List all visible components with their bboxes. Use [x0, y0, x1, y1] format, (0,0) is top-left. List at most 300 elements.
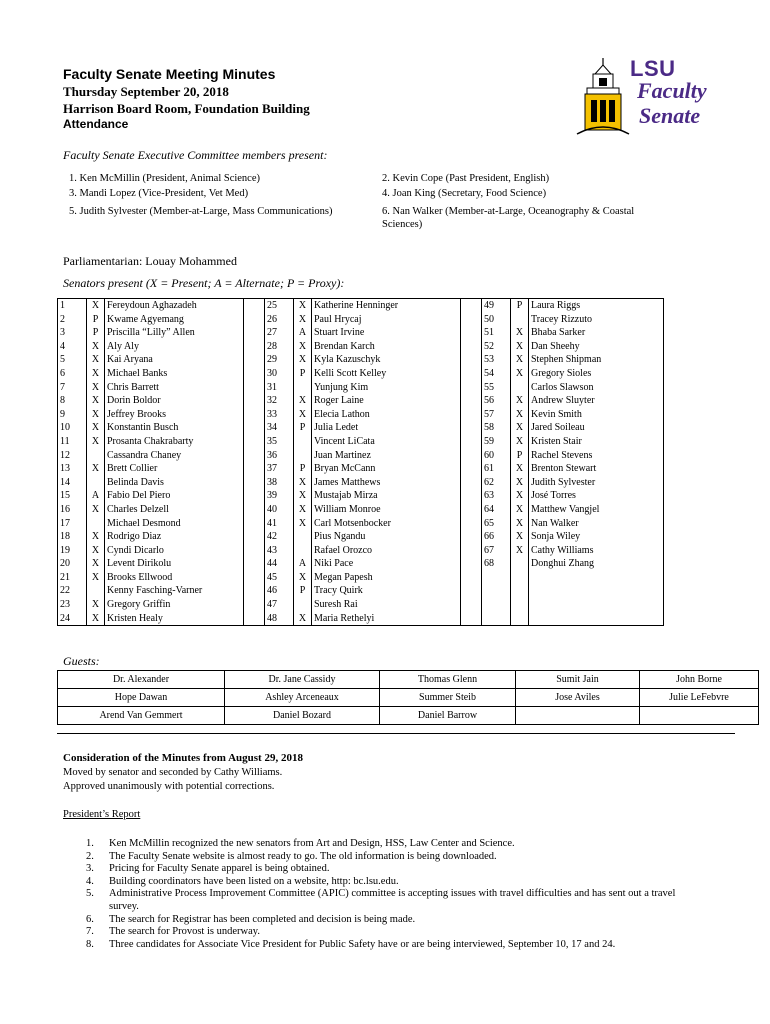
senator-status: X — [294, 313, 312, 327]
senator-name: Donghui Zhang — [529, 557, 664, 571]
guest-name: Daniel Barrow — [380, 707, 516, 725]
guest-name — [640, 707, 759, 725]
senator-name: Kelli Scott Kelley — [312, 367, 461, 381]
column-gap — [461, 381, 482, 395]
senator-row — [58, 544, 664, 558]
senator-status: X — [294, 353, 312, 367]
senator-status: A — [294, 326, 312, 340]
senator-name: Tracey Rizzuto — [529, 313, 664, 327]
section-divider — [57, 733, 735, 734]
senator-row — [58, 557, 664, 571]
senator-number: 34 — [265, 421, 294, 435]
column-gap — [461, 612, 482, 626]
senator-name: Cyndi Dicarlo — [105, 544, 244, 558]
minutes-heading: Consideration of the Minutes from August 29, 2018 — [63, 752, 303, 764]
senator-name — [529, 612, 664, 626]
guest-name: Ashley Arceneaux — [225, 689, 380, 707]
senator-name: Carlos Slawson — [529, 381, 664, 395]
senator-number: 66 — [482, 530, 511, 544]
senator-status: X — [511, 421, 529, 435]
column-gap — [461, 503, 482, 517]
senator-name: Tracy Quirk — [312, 584, 461, 598]
senator-number: 68 — [482, 557, 511, 571]
senator-name: Bhaba Sarker — [529, 326, 664, 340]
senator-name: Kristen Stair — [529, 435, 664, 449]
senator-status: A — [87, 489, 105, 503]
senator-row — [58, 408, 664, 422]
column-gap — [244, 313, 265, 327]
report-item-number: 7. — [86, 926, 94, 938]
senator-name: Gregory Sioles — [529, 367, 664, 381]
senator-name: Michael Desmond — [105, 517, 244, 531]
senator-number: 57 — [482, 408, 511, 422]
senator-number: 55 — [482, 381, 511, 395]
senator-number: 24 — [58, 612, 87, 626]
senator-number: 52 — [482, 340, 511, 354]
senator-row — [58, 313, 664, 327]
senator-status — [294, 435, 312, 449]
column-gap — [461, 517, 482, 531]
senators-heading: Senators present (X = Present; A = Alternate; P = Proxy): — [63, 276, 345, 290]
senator-status: X — [511, 503, 529, 517]
senator-number: 51 — [482, 326, 511, 340]
guest-name: Dr. Alexander — [58, 671, 225, 689]
senator-status — [511, 584, 529, 598]
report-item-number: 2. — [86, 850, 94, 862]
senator-row — [58, 476, 664, 490]
senator-number: 46 — [265, 584, 294, 598]
senator-name: Fereydoun Aghazadeh — [105, 299, 244, 313]
report-item-text: Pricing for Faculty Senate apparel is being obtained. — [109, 863, 330, 875]
senator-number: 61 — [482, 462, 511, 476]
senator-name: Brenton Stewart — [529, 462, 664, 476]
senator-status — [87, 449, 105, 463]
senators-table — [57, 298, 664, 626]
senator-status: X — [511, 408, 529, 422]
senator-name: Dorin Boldor — [105, 394, 244, 408]
senator-number: 40 — [265, 503, 294, 517]
senator-name: Fabio Del Piero — [105, 489, 244, 503]
senator-name: Katherine Henninger — [312, 299, 461, 313]
report-item-text: Ken McMillin recognized the new senators from Art and Design, HSS, Law Center and Science. — [109, 838, 515, 849]
column-gap — [244, 584, 265, 598]
senator-number: 6 — [58, 367, 87, 381]
senator-name: Carl Motsenbocker — [312, 517, 461, 531]
senator-number: 50 — [482, 313, 511, 327]
senator-row — [58, 612, 664, 626]
senator-name — [529, 584, 664, 598]
senator-status: X — [294, 489, 312, 503]
senator-name: Prosanta Chakrabarty — [105, 435, 244, 449]
senator-status: X — [294, 408, 312, 422]
senator-status: X — [511, 517, 529, 531]
senator-row — [58, 435, 664, 449]
column-gap — [244, 381, 265, 395]
senator-row — [58, 598, 664, 612]
senator-row — [58, 394, 664, 408]
senator-number: 39 — [265, 489, 294, 503]
column-gap — [244, 503, 265, 517]
senator-number: 5 — [58, 353, 87, 367]
senator-name: Elecia Lathon — [312, 408, 461, 422]
guest-name: Summer Steib — [380, 689, 516, 707]
column-gap — [461, 449, 482, 463]
senator-name: Stuart Irvine — [312, 326, 461, 340]
senator-status: P — [294, 367, 312, 381]
report-item-number: 1. — [86, 838, 94, 849]
senator-status: P — [511, 299, 529, 313]
guest-name: Arend Van Gemmert — [58, 707, 225, 725]
senator-status: P — [294, 462, 312, 476]
senator-number: 2 — [58, 313, 87, 327]
senator-name: Matthew Vangjel — [529, 503, 664, 517]
senator-number: 58 — [482, 421, 511, 435]
senator-number: 3 — [58, 326, 87, 340]
senator-row — [58, 299, 664, 313]
senator-number: 47 — [265, 598, 294, 612]
senator-name: Brendan Karch — [312, 340, 461, 354]
senator-number: 59 — [482, 435, 511, 449]
senator-name: Yunjung Kim — [312, 381, 461, 395]
senator-status: X — [511, 544, 529, 558]
senator-status: X — [511, 394, 529, 408]
report-item — [75, 863, 705, 876]
senator-name: Konstantin Busch — [105, 421, 244, 435]
senator-name: Belinda Davis — [105, 476, 244, 490]
senator-number: 35 — [265, 435, 294, 449]
column-gap — [244, 530, 265, 544]
column-gap — [244, 557, 265, 571]
guest-row — [58, 689, 759, 707]
logo-faculty-text: Faculty — [637, 78, 707, 103]
exec-member: 5. Judith Sylvester (Member-at-Large, Mass Communications) — [69, 206, 333, 217]
report-item — [75, 888, 705, 913]
senator-status — [511, 571, 529, 585]
senator-status: X — [87, 408, 105, 422]
column-gap — [461, 462, 482, 476]
senator-status — [87, 517, 105, 531]
senator-name: Michael Banks — [105, 367, 244, 381]
report-item-text: The search for Registrar has been completed and decision is being made. — [109, 913, 416, 925]
senator-number: 37 — [265, 462, 294, 476]
guests-table — [57, 670, 759, 725]
senator-status: P — [511, 449, 529, 463]
senator-name: Nan Walker — [529, 517, 664, 531]
column-gap — [461, 421, 482, 435]
senator-status: X — [511, 340, 529, 354]
guest-name: Dr. Jane Cassidy — [225, 671, 380, 689]
senator-status: X — [294, 340, 312, 354]
report-item — [75, 914, 705, 927]
tower-icon — [573, 56, 633, 138]
senator-number: 23 — [58, 598, 87, 612]
senator-number: 30 — [265, 367, 294, 381]
senator-status: X — [87, 544, 105, 558]
column-gap — [244, 517, 265, 531]
senator-row — [58, 517, 664, 531]
senator-name: Suresh Rai — [312, 598, 461, 612]
senator-number: 31 — [265, 381, 294, 395]
guest-name: Hope Dawan — [58, 689, 225, 707]
senator-number: 38 — [265, 476, 294, 490]
senator-name: Priscilla “Lilly” Allen — [105, 326, 244, 340]
exec-member: 6. Nan Walker (Member-at-Large, Oceanography & Coastal Sciences) — [382, 206, 635, 230]
senator-status: X — [511, 530, 529, 544]
senator-status: P — [87, 313, 105, 327]
column-gap — [461, 571, 482, 585]
exec-committee-heading: Faculty Senate Executive Committee members present: — [63, 148, 328, 162]
senator-name: Stephen Shipman — [529, 353, 664, 367]
senator-name: Roger Laine — [312, 394, 461, 408]
logo-senate-text: Senate — [639, 103, 701, 128]
senator-row — [58, 530, 664, 544]
guest-name: Sumit Jain — [516, 671, 640, 689]
meeting-date: Thursday September 20, 2018 — [63, 84, 229, 99]
senator-status: X — [511, 353, 529, 367]
senator-name: Kevin Smith — [529, 408, 664, 422]
senator-number: 32 — [265, 394, 294, 408]
senator-number: 29 — [265, 353, 294, 367]
guest-name: John Borne — [640, 671, 759, 689]
column-gap — [461, 394, 482, 408]
senator-number: 56 — [482, 394, 511, 408]
senator-number — [482, 571, 511, 585]
senator-name: Kristen Healy — [105, 612, 244, 626]
column-gap — [461, 476, 482, 490]
guest-name: Julie LeFebvre — [640, 689, 759, 707]
senator-number: 11 — [58, 435, 87, 449]
senator-name: Paul Hrycaj — [312, 313, 461, 327]
guest-row — [58, 707, 759, 725]
senator-status — [511, 557, 529, 571]
column-gap — [244, 435, 265, 449]
senator-status: X — [511, 326, 529, 340]
report-item-number: 4. — [86, 875, 94, 887]
senator-name: Jared Soileau — [529, 421, 664, 435]
senator-status — [294, 530, 312, 544]
senator-status: X — [87, 367, 105, 381]
senator-number: 9 — [58, 408, 87, 422]
column-gap — [461, 544, 482, 558]
column-gap — [461, 489, 482, 503]
guest-name: Daniel Bozard — [225, 707, 380, 725]
guest-name: Jose Aviles — [516, 689, 640, 707]
column-gap — [244, 394, 265, 408]
column-gap — [244, 449, 265, 463]
senator-number: 65 — [482, 517, 511, 531]
senator-row — [58, 367, 664, 381]
senator-name: Brooks Ellwood — [105, 571, 244, 585]
senator-name: Maria Rethelyi — [312, 612, 461, 626]
column-gap — [244, 489, 265, 503]
senator-number — [482, 584, 511, 598]
column-gap — [244, 598, 265, 612]
senator-name: Gregory Griffin — [105, 598, 244, 612]
report-item-number: 3. — [86, 863, 94, 875]
exec-member: 3. Mandi Lopez (Vice-President, Vet Med) — [69, 188, 249, 199]
document-title: Faculty Senate Meeting Minutes — [63, 66, 276, 82]
senator-status: X — [87, 598, 105, 612]
column-gap — [244, 340, 265, 354]
senator-name: Vincent LiCata — [312, 435, 461, 449]
senator-number: 45 — [265, 571, 294, 585]
senator-name: Dan Sheehy — [529, 340, 664, 354]
senator-status: X — [87, 394, 105, 408]
senator-status: P — [87, 326, 105, 340]
senator-status: X — [511, 367, 529, 381]
senator-number: 8 — [58, 394, 87, 408]
senator-number: 7 — [58, 381, 87, 395]
senator-number: 64 — [482, 503, 511, 517]
column-gap — [461, 299, 482, 313]
senator-status: X — [87, 530, 105, 544]
guest-name: Thomas Glenn — [380, 671, 516, 689]
senator-number: 53 — [482, 353, 511, 367]
senator-name: Jeffrey Brooks — [105, 408, 244, 422]
senator-status: X — [87, 435, 105, 449]
column-gap — [244, 326, 265, 340]
senator-row — [58, 353, 664, 367]
senator-name: Kyla Kazuschyk — [312, 353, 461, 367]
senator-status: X — [294, 476, 312, 490]
column-gap — [461, 584, 482, 598]
attendance-heading: Attendance — [63, 117, 129, 131]
senator-name: Levent Dirikolu — [105, 557, 244, 571]
senator-status: P — [294, 421, 312, 435]
senator-status: X — [294, 517, 312, 531]
senator-number: 54 — [482, 367, 511, 381]
senator-name: Rachel Stevens — [529, 449, 664, 463]
senator-status — [87, 584, 105, 598]
column-gap — [244, 571, 265, 585]
column-gap — [461, 598, 482, 612]
senator-name: Juan Martinez — [312, 449, 461, 463]
senator-number: 49 — [482, 299, 511, 313]
senator-row — [58, 326, 664, 340]
senator-number: 36 — [265, 449, 294, 463]
column-gap — [461, 340, 482, 354]
senator-number: 43 — [265, 544, 294, 558]
column-gap — [244, 353, 265, 367]
senator-number: 33 — [265, 408, 294, 422]
senator-status — [87, 476, 105, 490]
report-item-text: The Faculty Senate website is almost ready to go. The old information is being downloaded. — [109, 850, 497, 862]
column-gap — [244, 367, 265, 381]
senator-status: X — [87, 612, 105, 626]
senator-number: 62 — [482, 476, 511, 490]
exec-member: 2. Kevin Cope (Past President, English) — [382, 173, 550, 184]
senator-status: X — [87, 340, 105, 354]
senator-number — [482, 612, 511, 626]
senator-name: William Monroe — [312, 503, 461, 517]
senator-name: Sonja Wiley — [529, 530, 664, 544]
senator-status: X — [511, 476, 529, 490]
senator-name: Cassandra Chaney — [105, 449, 244, 463]
senator-status — [511, 313, 529, 327]
senator-name: Charles Delzell — [105, 503, 244, 517]
senator-name: Bryan McCann — [312, 462, 461, 476]
senator-name: José Torres — [529, 489, 664, 503]
senator-status — [294, 544, 312, 558]
senator-status — [294, 381, 312, 395]
report-item — [75, 926, 705, 939]
senator-status: X — [87, 299, 105, 313]
senator-status: X — [294, 299, 312, 313]
column-gap — [244, 421, 265, 435]
senator-row — [58, 462, 664, 476]
senator-status: X — [511, 435, 529, 449]
senator-row — [58, 421, 664, 435]
minutes-motion: Moved by senator and seconded by Cathy Williams. — [63, 767, 283, 778]
senator-status: X — [294, 503, 312, 517]
exec-member: 4. Joan King (Secretary, Food Science) — [382, 188, 547, 199]
senator-status: X — [87, 381, 105, 395]
column-gap — [461, 408, 482, 422]
senator-row — [58, 571, 664, 585]
senator-status — [511, 612, 529, 626]
senator-name: Julia Ledet — [312, 421, 461, 435]
senator-name — [529, 598, 664, 612]
senator-number: 20 — [58, 557, 87, 571]
senator-name: Kai Aryana — [105, 353, 244, 367]
senator-number: 41 — [265, 517, 294, 531]
column-gap — [244, 462, 265, 476]
senator-status — [511, 598, 529, 612]
minutes-approval: Approved unanimously with potential corrections. — [63, 781, 275, 792]
senator-number: 4 — [58, 340, 87, 354]
presidents-report-heading: President’s Report — [63, 809, 141, 820]
column-gap — [461, 557, 482, 571]
report-item-text: The search for Provost is underway. — [109, 926, 260, 938]
senator-name: Rodrigo Diaz — [105, 530, 244, 544]
guest-name — [516, 707, 640, 725]
senator-name: Mustajab Mirza — [312, 489, 461, 503]
logo-lsu-text: LSU — [630, 56, 676, 81]
report-item — [75, 851, 705, 864]
senator-status — [511, 381, 529, 395]
guest-row — [58, 671, 759, 689]
column-gap — [461, 313, 482, 327]
senator-number: 14 — [58, 476, 87, 490]
senator-number: 67 — [482, 544, 511, 558]
senator-name: Cathy Williams — [529, 544, 664, 558]
report-item-number: 5. — [86, 888, 94, 900]
column-gap — [244, 476, 265, 490]
senator-number: 42 — [265, 530, 294, 544]
senator-number: 21 — [58, 571, 87, 585]
presidents-report-list — [75, 838, 705, 951]
senator-status: X — [87, 557, 105, 571]
senator-status: X — [294, 612, 312, 626]
senator-status: X — [294, 394, 312, 408]
senator-status: X — [87, 462, 105, 476]
senator-number: 27 — [265, 326, 294, 340]
senator-number: 48 — [265, 612, 294, 626]
senator-number: 25 — [265, 299, 294, 313]
senator-name: Kenny Fasching-Varner — [105, 584, 244, 598]
senator-status — [294, 598, 312, 612]
column-gap — [461, 530, 482, 544]
report-item-text: Building coordinators have been listed on a website, http: bc.lsu.edu. — [109, 875, 399, 887]
senator-row — [58, 449, 664, 463]
report-item — [75, 876, 705, 889]
column-gap — [461, 367, 482, 381]
senator-number: 16 — [58, 503, 87, 517]
senator-number: 44 — [265, 557, 294, 571]
column-gap — [244, 299, 265, 313]
senator-status: X — [511, 489, 529, 503]
parliamentarian: Parliamentarian: Louay Mohammed — [63, 254, 237, 268]
